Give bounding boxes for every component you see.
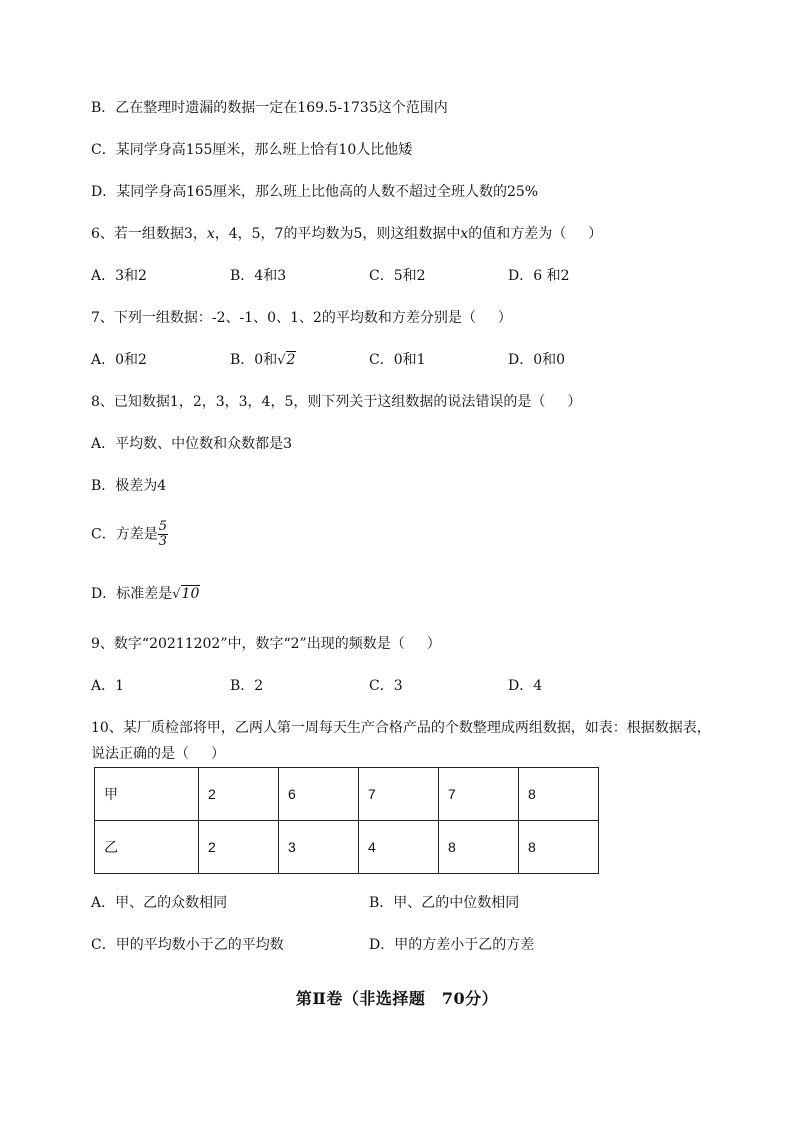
q6-option-b: B．4和3 [230, 268, 287, 284]
table-cell: 2 [199, 821, 279, 874]
q10-option-b: B．甲、乙的中位数相同 [369, 895, 520, 911]
q10-stem-line1: 10、某厂质检部将甲，乙两人第一周每天生产合格产品的个数整理成两组数据，如表：根据数据表， [91, 720, 711, 736]
q10-option-a: A．甲、乙的众数相同 [91, 895, 228, 911]
q8-option-a: A．平均数、中位数和众数都是3 [91, 436, 293, 452]
q9-option-d: D．4 [508, 678, 543, 694]
row-label: 甲 [95, 768, 199, 821]
sqrt-symbol: √10 [172, 586, 200, 602]
q7-option-a: A．0和2 [91, 352, 147, 368]
q7-option-b: B．0和√2 [230, 350, 296, 371]
table-cell: 3 [279, 821, 359, 874]
q7-option-c: C．0和1 [369, 352, 426, 368]
q10-data-table [94, 767, 599, 874]
q6-option-a: A．3和2 [91, 268, 147, 284]
q10-option-d: D．甲的方差小于乙的方差 [369, 937, 535, 953]
table-cell: 7 [439, 768, 519, 821]
q8-option-d: D．标准差是√10 [91, 584, 200, 605]
q10-stem-line2: 说法正确的是（ ） [91, 746, 225, 762]
table-cell: 7 [359, 768, 439, 821]
q9-stem: 9、数字“20211202”中，数字“2”出现的频数是（ ） [91, 636, 441, 652]
q8-option-b: B．极差为4 [91, 478, 167, 494]
table-cell: 6 [279, 768, 359, 821]
table-cell: 2 [199, 768, 279, 821]
q8-stem: 8、已知数据1，2，3，3，4，5，则下列关于这组数据的说法错误的是（ ） [91, 394, 582, 410]
q6-option-c: C．5和2 [369, 268, 426, 284]
q6-option-d: D．6 和2 [508, 268, 570, 284]
table-cell: 8 [519, 768, 599, 821]
fraction: $\frac{5}{3}$ [158, 519, 167, 549]
row-label: 乙 [95, 821, 199, 874]
sqrt-symbol: √2 [277, 352, 296, 368]
q9-option-c: C．3 [369, 678, 403, 694]
q5-option-b: B．乙在整理时遗漏的数据一定在169.5-1735这个范围内 [91, 100, 448, 116]
q6-stem: 6、若一组数据3，x，4，5，7的平均数为5，则这组数据中x的值和方差为（ ） [91, 226, 603, 242]
q10-option-c: C．甲的平均数小于乙的平均数 [91, 937, 284, 953]
q7-stem: 7、下列一组数据：-2、-1、0、1、2的平均数和方差分别是（ ） [91, 310, 512, 326]
q5-option-d: D．某同学身高165厘米，那么班上比他高的人数不超过全班人数的25% [91, 184, 539, 200]
q9-option-b: B．2 [230, 678, 264, 694]
table-cell: 4 [359, 821, 439, 874]
table-row [95, 821, 599, 874]
table-row [95, 768, 599, 821]
table-cell: 8 [519, 821, 599, 874]
q7-option-d: D．0和0 [508, 352, 566, 368]
q9-option-a: A．1 [91, 678, 125, 694]
q5-option-c: C．某同学身高155厘米，那么班上恰有10人比他矮 [91, 142, 413, 158]
q8-option-c: C．方差是 $\frac{5}{3}$ [91, 519, 167, 549]
table-cell: 8 [439, 821, 519, 874]
section-title: 第Ⅱ卷（非选择题 70分） [295, 989, 499, 1008]
